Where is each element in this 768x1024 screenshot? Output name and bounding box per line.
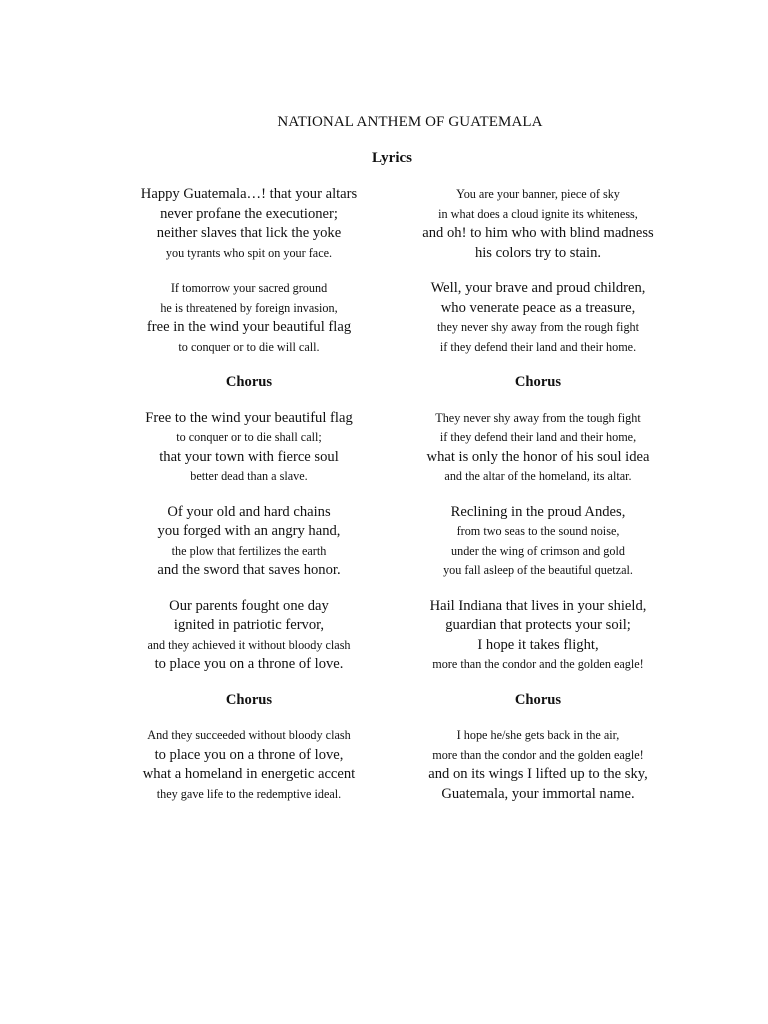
verse-line: the plow that fertilizes the earth: [171, 543, 327, 558]
right-column: [418, 185, 658, 804]
verse-line: more than the condor and the golden eagle!: [432, 657, 644, 671]
stanza: [130, 503, 368, 581]
stanza: [418, 409, 658, 487]
verse-line: And they succeeded without bloody clash: [147, 728, 351, 742]
verse-line: guardian that protects your soil;: [445, 617, 631, 633]
verse-line: you fall asleep of the beautiful quetzal.: [443, 563, 633, 577]
verse-line: free in the wind your beautiful flag: [146, 319, 352, 335]
verse-line: what a homeland in energetic accent: [142, 766, 356, 782]
verse-line: to place you on a throne of love,: [154, 746, 344, 763]
lyrics-heading: Lyrics: [372, 150, 412, 166]
verse-line: they gave life to the redemptive ideal.: [156, 786, 342, 801]
verse-line: Of your old and hard chains: [167, 503, 331, 520]
verse-line: under the wing of crimson and gold: [451, 543, 625, 558]
verse-line: I hope it takes flight,: [477, 636, 599, 653]
verse-line: Happy Guatemala…! that your altars: [140, 186, 358, 202]
verse-line: They never shy away from the tough fight: [435, 410, 641, 425]
verse-line: Hail Indiana that lives in your shield,: [429, 597, 647, 614]
verse-line: more than the condor and the golden eagle!: [432, 747, 644, 762]
verse-line: and the sword that saves honor.: [157, 562, 341, 578]
stanza: [130, 409, 368, 487]
verse-line: to place you on a throne of love.: [154, 656, 344, 672]
chorus-heading: Chorus: [514, 374, 562, 390]
verse-line: and they achieved it without bloody clash: [147, 637, 351, 652]
verse-line: he is threatened by foreign invasion,: [160, 300, 338, 315]
verse-line: you forged with an angry hand,: [157, 523, 341, 539]
verse-line: never profane the executioner;: [160, 205, 338, 222]
stanza: [130, 279, 368, 357]
document-title: NATIONAL ANTHEM OF GUATEMALA: [277, 114, 543, 130]
verse-line: in what does a cloud ignite its whiteness,: [438, 206, 638, 221]
verse-line: neither slaves that lick the yoke: [156, 225, 342, 241]
verse-line: Well, your brave and proud children,: [430, 280, 646, 296]
verse-line: his colors try to stain.: [474, 244, 602, 261]
verse-line: they never shy away from the rough fight: [436, 320, 640, 334]
left-column: [130, 185, 368, 804]
chorus-heading: Chorus: [514, 691, 562, 708]
verse-line: to conquer or to die will call.: [178, 339, 320, 354]
stanza: [418, 503, 658, 581]
verse-line: Free to the wind your beautiful flag: [145, 409, 353, 426]
verse-line: Our parents fought one day: [169, 597, 329, 614]
verse-line: to conquer or to die shall call;: [176, 430, 322, 444]
stanza: [418, 279, 658, 357]
verse-line: you tyrants who spit on your face.: [165, 245, 333, 260]
stanza: [130, 185, 368, 263]
verse-line: I hope he/she gets back in the air,: [456, 728, 620, 742]
verse-line: ignited in patriotic fervor,: [173, 617, 325, 633]
verse-line: who venerate peace as a treasure,: [440, 299, 636, 316]
verse-line: If tomorrow your sacred ground: [170, 281, 328, 295]
chorus-heading: Chorus: [225, 374, 273, 390]
verse-line: Guatemala, your immortal name.: [441, 785, 635, 802]
verse-line: and the altar of the homeland, its altar.: [444, 469, 632, 483]
verse-line: if they defend their land and their home.: [439, 339, 637, 354]
verse-line: that your town with fierce soul: [159, 448, 339, 465]
stanza: [130, 597, 368, 675]
stanza: [130, 726, 368, 804]
verse-line: if they defend their land and their home,: [439, 430, 637, 444]
stanza: [418, 597, 658, 675]
verse-line: You are your banner, piece of sky: [456, 187, 620, 201]
verse-line: from two seas to the sound noise,: [456, 524, 620, 538]
verse-line: and oh! to him who with blind madness: [422, 225, 654, 241]
chorus-heading: Chorus: [225, 691, 273, 708]
verse-line: Reclining in the proud Andes,: [450, 503, 626, 520]
stanza: [418, 726, 658, 804]
verse-line: better dead than a slave.: [190, 469, 308, 483]
stanza: [418, 185, 658, 263]
verse-line: what is only the honor of his soul idea: [426, 448, 650, 465]
verse-line: and on its wings I lifted up to the sky,: [428, 766, 648, 782]
